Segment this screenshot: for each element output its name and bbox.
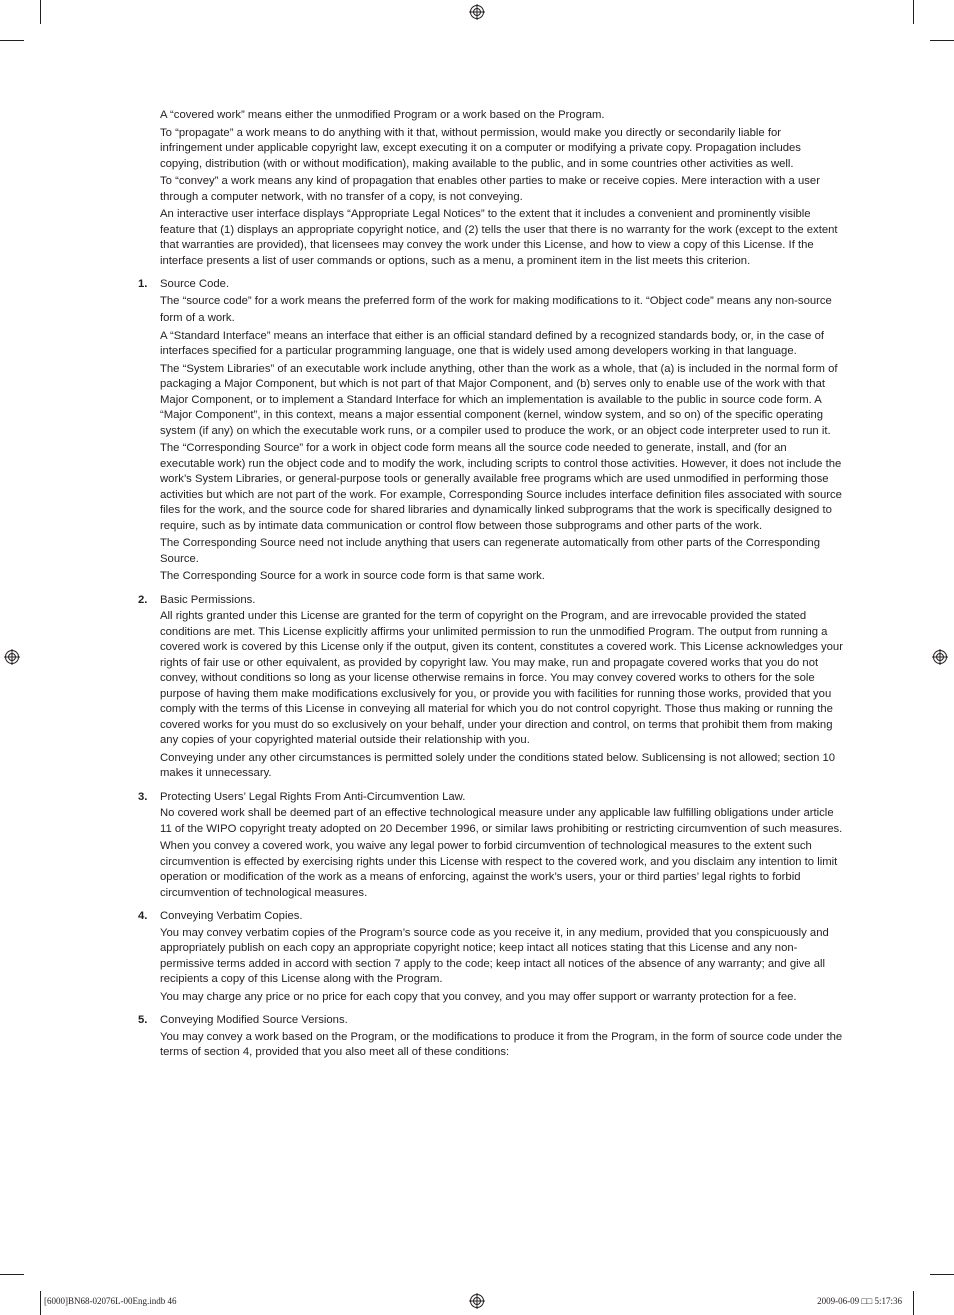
intro-paragraph: A “covered work” means either the unmodified Program or a work based on the Program. — [160, 109, 605, 121]
section-anti-circumvention — [138, 790, 844, 902]
registration-mark-icon — [932, 649, 948, 665]
footer-time: 5:17:36 — [874, 1296, 902, 1306]
crop-mark — [0, 40, 24, 41]
footer-glyphs: □□ — [861, 1296, 873, 1306]
crop-mark — [913, 0, 914, 24]
section-heading — [138, 909, 844, 925]
section-paragraph: You may charge any price or no price for each copy that you convey, and you may offer support or warranty protection for a fee. — [160, 990, 797, 1003]
crop-mark — [930, 40, 954, 41]
section-number: 1. — [138, 278, 148, 290]
crop-mark — [913, 1291, 914, 1315]
footer-timestamp — [817, 1296, 902, 1306]
section-number: 4. — [138, 910, 148, 922]
footer-date: 2009-06-09 — [817, 1296, 860, 1306]
section-title: Basic Permissions. — [160, 593, 256, 606]
section-paragraph: No covered work shall be deemed part of an effective technological measure under any applicable law fulfilling obligations under article 11 of the WIPO copyright treaty adopted on 20 December 1996, or similar laws prohibiting or restricting circumvention of such measures. — [160, 807, 843, 835]
section-paragraph: When you convey a covered work, you waive any legal power to forbid circumvention of technological measures to the extent such circumvention is effected by exercising rights under this License with respect to the covered work, and you disclaim any intention to limit operation or modification of the work as a means of enforcing, against the work’s users, your or third parties’ legal rights to forbid circumvention of technological measures. — [160, 840, 838, 899]
section-paragraph: form of a work. — [160, 312, 235, 324]
crop-mark — [0, 1274, 24, 1275]
footer-file-label: [6000]BN68-02076L-00Eng.indb 46 — [44, 1296, 177, 1306]
section-title: Conveying Verbatim Copies. — [160, 910, 303, 922]
crop-mark — [40, 0, 41, 24]
registration-mark-icon — [469, 4, 485, 20]
section-title: Protecting Users’ Legal Rights From Anti-Circumvention Law. — [160, 790, 466, 803]
section-title: Source Code. — [160, 278, 230, 290]
section-paragraph: The Corresponding Source need not include anything that users can regenerate automatically from other parts of the Corresponding Source. — [160, 537, 821, 565]
section-paragraph: The “System Libraries” of an executable work include anything, other than the work as a whole, that (a) is included in the normal form of packaging a Major Component, but which is not part of that Major Component, and (b) serves only to enable use of the work with that Major Component, or to implement a Standard Interface for which an implementation is available to the public in source code form. A “Major Component”, in this context, means a major essential component (kernel, window system, and so on) of the specific operating system (if any) on which the executable work runs, or a compiler used to produce the work, or an object code interpreter used to run it. — [160, 362, 838, 437]
section-title: Conveying Modified Source Versions. — [160, 1014, 348, 1026]
section-paragraph: You may convey a work based on the Program, or the modifications to produce it from the Program, in the form of source code under the terms of section 4, provided that you also meet all of these conditions: — [160, 1030, 843, 1058]
intro-paragraph: An interactive user interface displays “Appropriate Legal Notices” to the extent that it includes a convenient and prominently visible feature that (1) displays an appropriate copyright notice, and (2) tells the user that there is no warranty for the work (except to the extent that warranties are provided), that licensees may convey the work under this License, and how to view a copy of this License. If the interface presents a list of user commands or options, such as a menu, a prominent item in the list meets this criterion. — [160, 208, 838, 267]
registration-mark-icon — [469, 1293, 485, 1309]
intro-paragraph: To “propagate” a work means to do anything with it that, without permission, would make you directly or secondarily liable for infringement under applicable copyright law, except executing it on a computer or modifying a private copy. Propagation includes copying, distribution (with or without modification), making available to the public, and in some countries other activities as well. — [160, 126, 801, 170]
section-paragraph: A “Standard Interface” means an interface that either is an official standard defined by a recognized standards body, or, in the case of interfaces specified for a particular programming language, one that is widely used among developers working in that language. — [160, 329, 824, 357]
registration-mark-icon — [4, 649, 20, 665]
section-paragraph: Conveying under any other circumstances is permitted solely under the conditions stated below. Sublicensing is not allowed; section 10 makes it unnecessary. — [160, 751, 836, 779]
section-paragraph: All rights granted under this License are granted for the term of copyright on the Program, and are irrevocable provided the stated conditions are met. This License explicitly affirms your unlimited permission to run the unmodified Program. The output from running a covered work is covered by this License only if the output, given its content, constitutes a covered work. This License acknowledges your rights of fair use or other equivalent, as provided by copyright law. You may make, run and propagate covered works that you do not convey, without conditions so long as your license otherwise remains in force. You may convey covered works to others for the sole purpose of having them make modifications exclusively for you, or provide you with facilities for running those works, provided that you comply with the terms of this License in conveying all material for which you do not control copyright. Those thus making or running the covered works for you must do so exclusively on your behalf, under your direction and control, on terms that prohibit them from making any copies of your copyrighted material outside their relationship with you. — [160, 610, 843, 746]
section-number: 5. — [138, 1014, 148, 1026]
license-text — [138, 108, 844, 1063]
section-paragraph: The “Corresponding Source” for a work in object code form means all the source code needed to generate, install, and (for an executable work) run the object code and to modify the work, including scripts to control those activities. However, it does not include the work’s System Libraries, or general-purpose tools or generally available free programs which are used unmodified in performing those activities but which are not part of the work. For example, Corresponding Source includes interface definition files associated with source files for the work, and the source code for shared libraries and dynamically linked subprograms that the work is specifically designed to require, such as by intimate data communication or control flow between those subprograms and other parts of the work. — [160, 442, 842, 532]
section-basic-permissions — [138, 593, 844, 782]
section-source-code — [138, 277, 844, 585]
crop-mark — [930, 1274, 954, 1275]
section-paragraph: You may convey verbatim copies of the Program’s source code as you receive it, in any medium, provided that you conspicuously and appropriately publish on each copy an appropriate copyright notice; keep intact all notices stating that this License and any non-permissive terms added in accord with section 7 apply to the code; keep intact all notices of the absence of any warranty; and give all recipients a copy of this License along with the Program. — [160, 926, 829, 985]
section-paragraph: The “source code” for a work means the preferred form of the work for making modifications to it. “Object code” means any non-source — [160, 294, 832, 307]
section-heading — [138, 277, 844, 293]
crop-mark — [40, 1291, 41, 1315]
section-heading — [138, 593, 844, 609]
section-heading — [138, 790, 844, 806]
section-verbatim-copies — [138, 909, 844, 1005]
intro-paragraph: To “convey” a work means any kind of propagation that enables other parties to make or receive copies. Mere interaction with a user through a computer network, with no transfer of a copy, is not conveying. — [160, 175, 820, 203]
section-heading — [138, 1013, 844, 1029]
section-paragraph: The Corresponding Source for a work in source code form is that same work. — [160, 570, 545, 582]
section-modified-source — [138, 1013, 844, 1061]
section-number: 2. — [138, 593, 148, 606]
section-number: 3. — [138, 790, 148, 803]
